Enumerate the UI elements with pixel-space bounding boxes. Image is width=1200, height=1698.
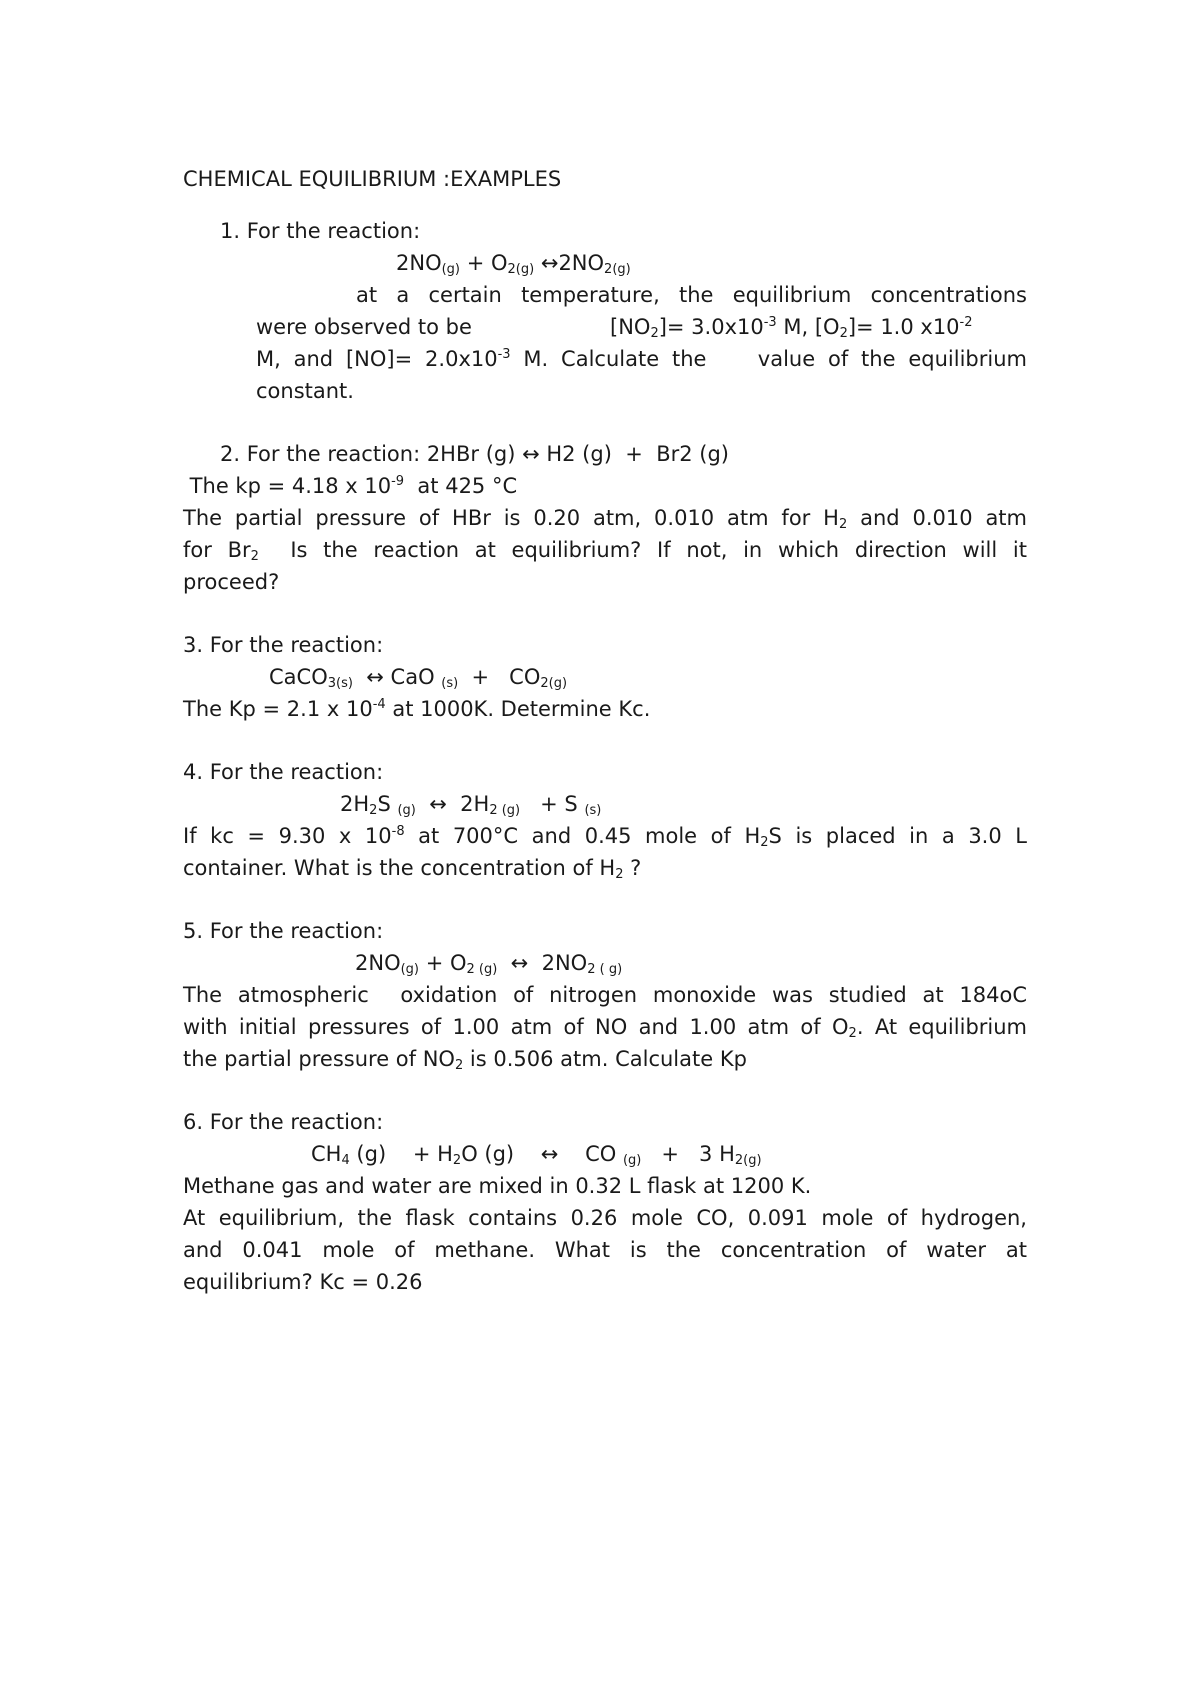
eq-subscript: (g)	[397, 803, 416, 818]
text-run: at 700°C and 0.45 mole of H	[404, 824, 761, 848]
eq-term: CH	[311, 1142, 342, 1166]
question-5-text-line	[183, 1011, 1027, 1043]
question-6-label: 6. For the reaction:	[183, 1110, 384, 1134]
spacer	[183, 884, 1027, 915]
eq-subscript: (g)	[622, 1153, 642, 1168]
eq-subscript: 2 ( g)	[587, 962, 623, 977]
text-run: [NO	[610, 315, 651, 339]
eq-subscript: 2(g)	[734, 1153, 762, 1168]
question-6-text-line: equilibrium? Kc = 0.26	[183, 1270, 423, 1294]
text-run: the partial pressure of NO	[183, 1047, 455, 1071]
question-3-label: 3. For the reaction:	[183, 633, 384, 657]
text-run: for Br	[183, 538, 251, 562]
question-1-text-line	[183, 343, 1027, 375]
text-run: at 1000K. Determine Kc.	[385, 697, 651, 721]
text-run: The partial pressure of HBr is 0.20 atm, 0.010 atm for H	[183, 506, 839, 530]
question-4	[183, 756, 1027, 884]
eq-subscript: 2	[454, 1058, 464, 1073]
question-6-text-line: At equilibrium, the flask contains 0.26 mole CO, 0.091 mole of hydrogen,	[183, 1206, 1027, 1230]
text-run: ]= 1.0 x10	[847, 315, 960, 339]
eq-superscript: -9	[391, 474, 405, 489]
question-6	[183, 1106, 1027, 1298]
eq-subscript: 2(g)	[540, 676, 568, 691]
text-run: were observed to be	[256, 315, 472, 339]
eq-term: + O	[419, 951, 467, 975]
question-2	[183, 438, 1027, 598]
question-4-label: 4. For the reaction:	[183, 760, 384, 784]
eq-term: ↔2NO	[534, 251, 605, 275]
question-6-equation	[183, 1138, 1027, 1170]
question-4-text-line	[183, 820, 1027, 852]
eq-subscript: 2(g)	[507, 262, 535, 277]
question-4-equation	[183, 788, 1027, 820]
eq-term: O (g) ↔ CO	[461, 1142, 623, 1166]
question-6-text-line: Methane gas and water are mixed in 0.32 L flask at 1200 K.	[183, 1174, 812, 1198]
question-1-equation	[183, 247, 1027, 279]
text-run: The Kp = 2.1 x 10	[183, 697, 373, 721]
eq-subscript: (s)	[441, 676, 459, 691]
question-2-kp	[183, 470, 1027, 502]
question-3-equation	[183, 661, 1027, 693]
eq-term: ↔ CaO	[352, 665, 442, 689]
question-3-kp	[183, 693, 1027, 725]
text-run: M. Calculate the value of the equilibrium	[510, 347, 1027, 371]
eq-subscript: (g)	[400, 962, 420, 977]
question-5-text-line: The atmospheric oxidation of nitrogen monoxide was studied at 184oC	[183, 983, 1027, 1007]
eq-subscript: 2	[650, 326, 659, 341]
question-3	[183, 629, 1027, 725]
question-5-text-line	[183, 1043, 1027, 1075]
text-run: container. What is the concentration of H	[183, 856, 616, 880]
text-run: at 425 °C	[404, 474, 518, 498]
question-1-text-line	[183, 311, 1027, 343]
text-run: and 0.010 atm	[847, 506, 1028, 530]
eq-subscript: 2	[452, 1153, 462, 1168]
spacer	[183, 407, 1027, 438]
eq-term: ↔ 2H	[415, 792, 490, 816]
question-1-label: 1. For the reaction:	[220, 219, 421, 243]
eq-subscript: 2 (g)	[466, 962, 498, 977]
eq-subscript: 3(s)	[327, 676, 353, 691]
question-2-text-line: proceed?	[183, 570, 280, 594]
text-run: M, and [NO]= 2.0x10	[256, 347, 498, 371]
document-content	[183, 163, 1027, 1298]
question-1-text-line: at a certain temperature, the equilibrium concentrations	[356, 283, 1027, 307]
eq-subscript: 2(g)	[604, 262, 631, 277]
question-2-label: 2. For the reaction: 2HBr (g) ↔ H2 (g) + Br2 (g)	[220, 442, 729, 466]
spacer	[183, 725, 1027, 756]
eq-term: + CO	[458, 665, 541, 689]
eq-subscript: 2	[760, 835, 769, 850]
eq-subscript: 2	[615, 867, 624, 882]
text-run: ]= 3.0x10	[658, 315, 764, 339]
eq-term: 2NO	[396, 251, 442, 275]
text-run: is 0.506 atm. Calculate Kp	[463, 1047, 747, 1071]
question-2-text-line	[183, 534, 1027, 566]
eq-term: + O	[460, 251, 508, 275]
text-run: If kc = 9.30 x 10	[183, 824, 392, 848]
eq-superscript: -4	[372, 697, 386, 712]
eq-subscript: 2	[369, 803, 378, 818]
eq-superscript: -3	[763, 315, 777, 330]
eq-subscript: 4	[341, 1153, 350, 1168]
text-run: S is placed in a 3.0 L	[768, 824, 1027, 848]
eq-subscript: (g)	[441, 262, 461, 277]
text-run: ?	[623, 856, 642, 880]
concentration-values	[610, 311, 973, 343]
eq-term: + 3 H	[641, 1142, 735, 1166]
text-run: The kp = 4.18 x 10	[183, 474, 392, 498]
eq-subscript: (s)	[584, 803, 602, 818]
question-1	[183, 215, 1027, 407]
eq-term: + S	[520, 792, 585, 816]
eq-subscript: 2 (g)	[489, 803, 521, 818]
text-run: with initial pressures of 1.00 atm of NO and 1.00 atm of O	[183, 1015, 849, 1039]
spacer	[183, 1075, 1027, 1106]
eq-term: ↔ 2NO	[497, 951, 588, 975]
eq-superscript: -8	[391, 824, 405, 839]
eq-subscript: 2	[838, 517, 848, 532]
eq-term: CaCO	[269, 665, 328, 689]
text-run: M, [O	[776, 315, 840, 339]
question-5-equation	[183, 947, 1027, 979]
question-1-text-line: constant.	[256, 379, 354, 403]
text-run: . At equilibrium	[856, 1015, 1028, 1039]
question-4-text-line	[183, 852, 1027, 884]
question-5	[183, 915, 1027, 1075]
spacer	[183, 598, 1027, 629]
eq-subscript: 2	[839, 326, 848, 341]
question-2-text-line	[183, 502, 1027, 534]
eq-superscript: -3	[497, 347, 511, 362]
eq-subscript: 2	[250, 549, 259, 564]
text-run: Is the reaction at equilibrium? If not, in which direction will it	[258, 538, 1028, 562]
eq-subscript: 2	[848, 1026, 857, 1041]
eq-term: S	[377, 792, 398, 816]
question-5-label: 5. For the reaction:	[183, 919, 384, 943]
eq-superscript: -2	[959, 315, 973, 330]
eq-term: 2NO	[355, 951, 401, 975]
page-title: CHEMICAL EQUILIBRIUM :EXAMPLES	[183, 167, 562, 191]
eq-term: (g) + H	[349, 1142, 453, 1166]
eq-term: 2H	[340, 792, 370, 816]
question-6-text-line: and 0.041 mole of methane. What is the concentration of water at	[183, 1238, 1027, 1262]
